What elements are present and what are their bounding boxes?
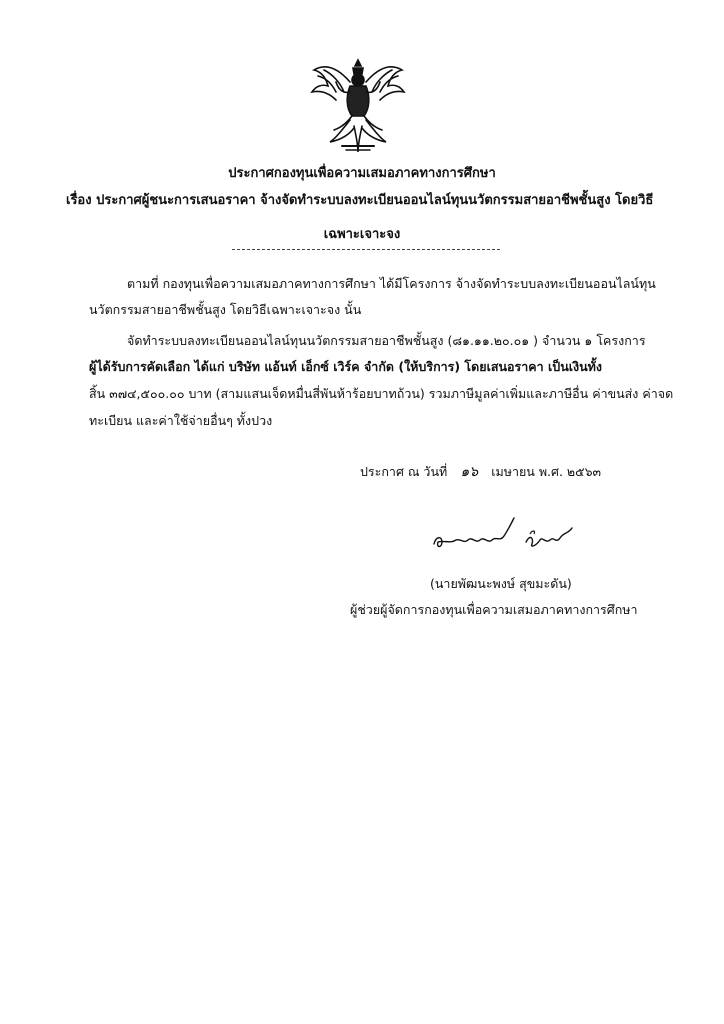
document-title: ประกาศกองทุนเพื่อความเสมอภาคทางการศึกษา	[228, 166, 496, 181]
signatory-name: (นายพัฒนะพงษ์ สุขมะดัน)	[430, 576, 572, 591]
paragraph1-line1: ตามที่ กองทุนเพื่อความเสมอภาคทางการศึกษา ได้มีโครงการ จ้างจัดทำระบบลงทะเบียนออนไลน์ทุน	[127, 276, 656, 291]
document-subject-line1: เรื่อง ประกาศผู้ชนะการเสนอราคา จ้างจัดทำระบบลงทะเบียนออนไลน์ทุนนวัตกรรมสายอาชีพชั้นสูง โดยวิธี	[66, 193, 654, 208]
date-day: ๑๖	[460, 464, 479, 480]
date-suffix: เมษายน พ.ศ. ๒๕๖๓	[491, 464, 602, 479]
divider-line	[232, 249, 500, 250]
paragraph1-line2: นวัตกรรมสายอาชีพชั้นสูง โดยวิธีเฉพาะเจาะจง นั้น	[89, 302, 362, 317]
signatory-position: ผู้ช่วยผู้จัดการกองทุนเพื่อความเสมอภาคทางการศึกษา	[350, 602, 638, 617]
announcement-date	[360, 461, 601, 483]
date-prefix: ประกาศ ณ วันที่	[360, 464, 448, 479]
handwritten-signature	[430, 514, 580, 556]
paragraph2-line3: สิ้น ๓๗๔,๕๐๐.๐๐ บาท (สามแสนเจ็ดหมื่นสี่พันห้าร้อยบาทถ้วน) รวมภาษีมูลค่าเพิ่มและภาษีอื่น ค่าขนส่ง ค่าจด	[89, 386, 674, 401]
paragraph2-line2: ผู้ได้รับการคัดเลือก ได้แก่ บริษัท แอ้นท์ เอ็กซ์ เวิร์ค จำกัด (ให้บริการ) โดยเสนอราคา เป็นเงินทั้ง	[89, 359, 603, 374]
paragraph2-line1: จัดทำระบบลงทะเบียนออนไลน์ทุนนวัตกรรมสายอาชีพชั้นสูง (๘๑.๑๑.๒๐.๐๑ ) จำนวน ๑ โครงการ	[127, 333, 646, 348]
garuda-emblem-icon	[306, 56, 410, 156]
paragraph2-line4: ทะเบียน และค่าใช้จ่ายอื่นๆ ทั้งปวง	[89, 413, 273, 428]
document-subject-line2: เฉพาะเจาะจง	[323, 227, 401, 242]
